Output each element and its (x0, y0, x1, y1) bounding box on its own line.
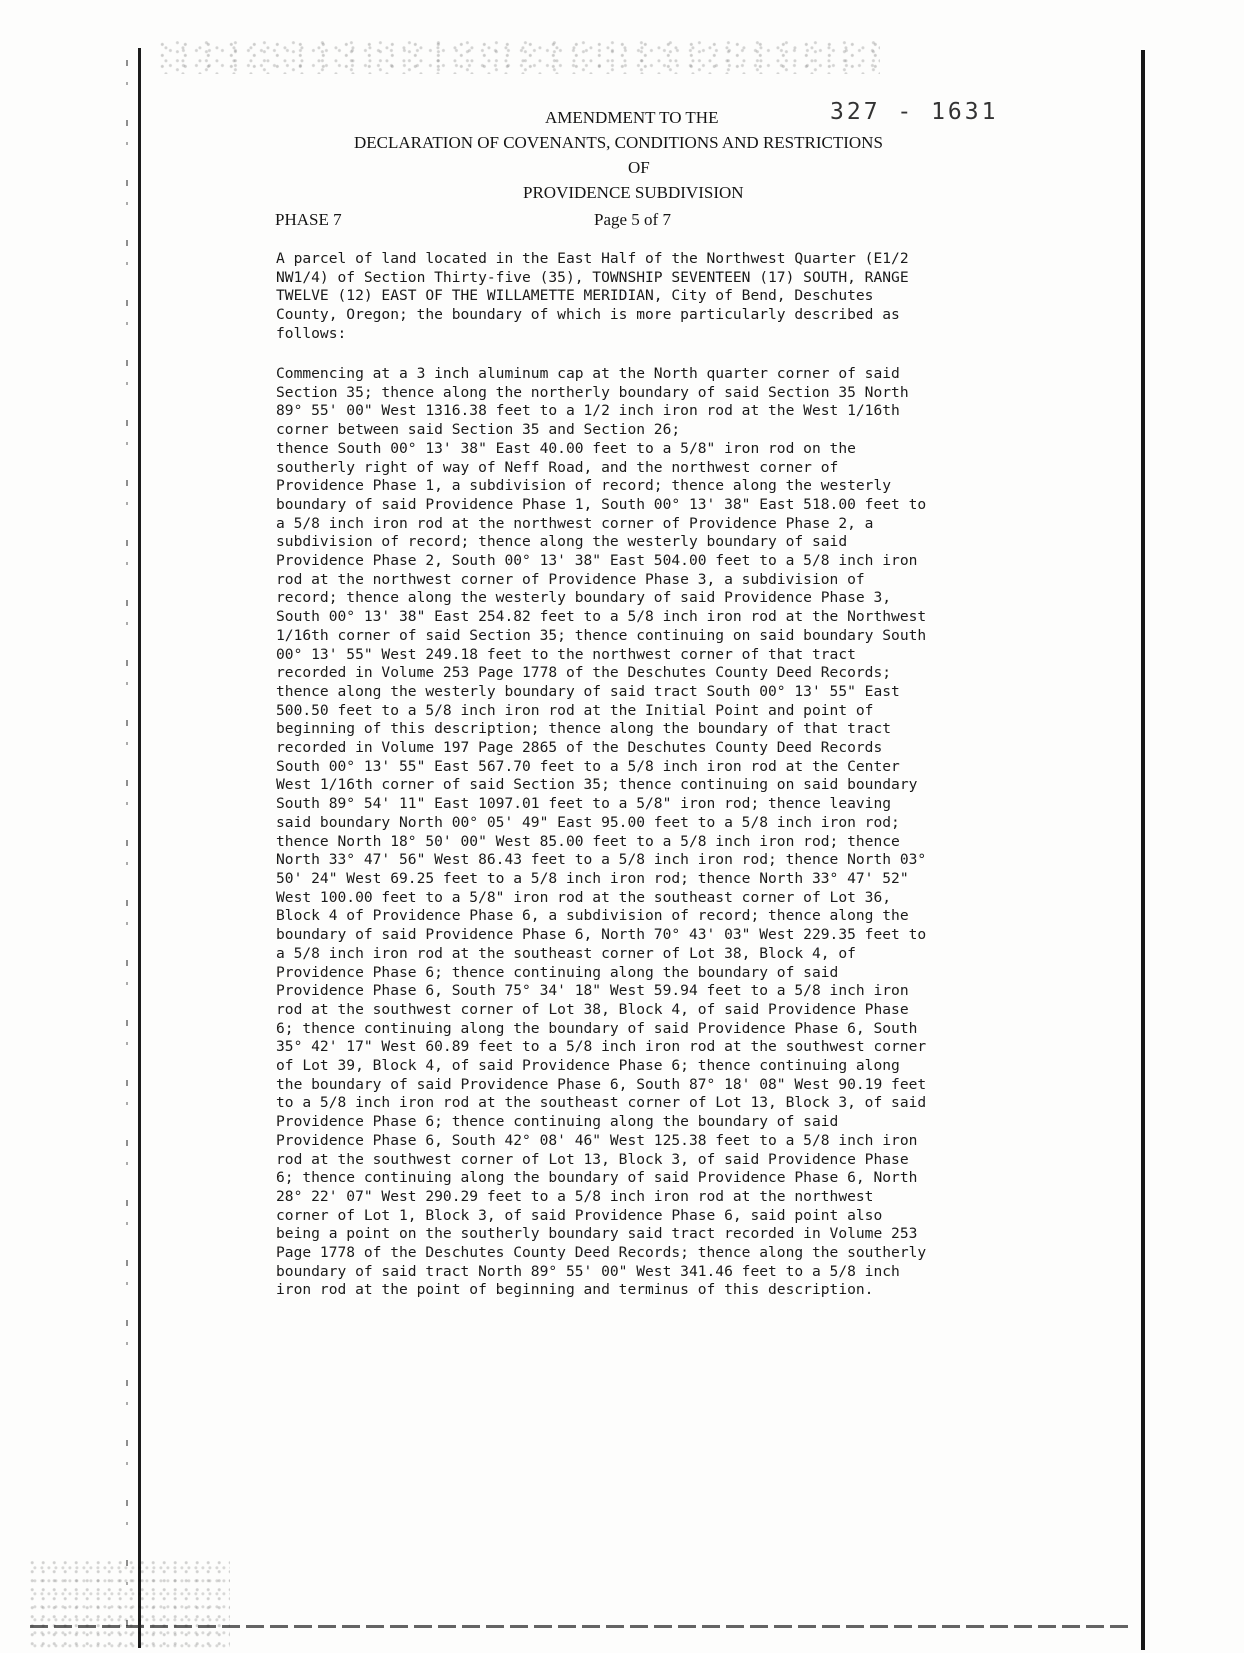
page-number: Page 5 of 7 (594, 210, 671, 229)
phase-label: PHASE 7 (275, 210, 342, 229)
document-title-line-3: OF (628, 158, 650, 177)
recording-number: 327 - 1631 (830, 99, 999, 125)
scan-bottom-rule (30, 1625, 1130, 1628)
scan-edge-specks (126, 60, 128, 1640)
scan-noise-bottom (30, 1560, 230, 1650)
scan-border-right (1141, 50, 1145, 1650)
boundary-description-paragraph: Commencing at a 3 inch aluminum cap at the North quarter corner of said Section 35; thence along the northerly boundary of said Section 35 North 89° 55' 00" West 1316.38 feet to a 1/2 inch iron rod at the West 1/16th corner between said Section 35 and Section 26; thence South 00° 13' 38" East 40.00 feet to a 5/8" iron rod on the southerly right of way of Neff Road, and the northwest corner of Providence Phase 1, a subdivision of record; thence along the westerly boundary of said Providence Phase 1, South 00° 13' 38" East 518.00 feet to a 5/8 inch iron rod at the northwest corner of Providence Phase 2, a subdivision of record; thence along the westerly boundary of said Providence Phase 2, South 00° 13' 38" East 504.00 feet to a 5/8 inch iron rod at the northwest corner of Providence Phase 3, a subdivision of record; thence along the westerly boundary of said Providence Phase 3, South 00° 13' 38" East 254.82 feet to a 5/8 inch iron rod at the Northwest 1/16th corner of said Section 35; thence continuing on said boundary South 00° 13' 55" West 249.18 feet to the northwest corner of that tract recorded in Volume 253 Page 1778 of the Deschutes County Deed Records; thence along the westerly boundary of said tract South 00° 13' 55" East 500.50 feet to a 5/8 inch iron rod at the Initial Point and point of beginning of this description; thence along the boundary of that tract recorded in Volume 197 Page 2865 of the Deschutes County Deed Records South 00° 13' 55" East 567.70 feet to a 5/8 inch iron rod at the Center West 1/16th corner of said Section 35; thence continuing on said boundary South 89° 54' 11" East 1097.01 feet to a 5/8" iron rod; thence leaving said boundary North 00° 05' 49" East 95.00 feet to a 5/8 inch iron rod; thence North 18° 50' 00" West 85.00 feet to a 5/8 inch iron rod; thence North 33° 47' 56" West 86.43 feet to a 5/8 inch iron rod; thence North 03° 50' 24" West 69.25 feet to a 5/8 inch iron rod; thence North 33° 47' 52" West 100.00 feet to a 5/8" iron rod at the southeast corner of Lot 36, Block 4 of Providence Phase 6, a subdivision of record; thence along the boundary of said Providence Phase 6, North 70° 43' 03" West 229.35 feet to a 5/8 inch iron rod at the southeast corner of Lot 38, Block 4, of Providence Phase 6; thence continuing along the boundary of said Providence Phase 6, South 75° 34' 18" West 59.94 feet to a 5/8 inch iron rod at the southwest corner of Lot 38, Block 4, of said Providence Phase 6; thence continuing along the boundary of said Providence Phase 6, South 35° 42' 17" West 60.89 feet to a 5/8 inch iron rod at the southwest corner of Lot 39, Block 4, of said Providence Phase 6; thence continuing along the boundary of said Providence Phase 6, South 87° 18' 08" West 90.19 feet to a 5/8 inch iron rod at the southeast corner of Lot 13, Block 3, of said Providence Phase 6; thence continuing along the boundary of said Providence Phase 6, South 42° 08' 46" West 125.38 feet to a 5/8 inch iron rod at the southwest corner of Lot 13, Block 3, of said Providence Phase 6; thence continuing along the boundary of said Providence Phase 6, North 28° 22' 07" West 290.29 feet to a 5/8 inch iron rod at the northwest corner of Lot 1, Block 3, of said Providence Phase 6, said point also being a point on the southerly boundary said tract recorded in Volume 253 Page 1778 of the Deschutes County Deed Records; thence along the southerly boundary of said tract North 89° 55' 00" West 341.46 feet to a 5/8 inch iron rod at the point of beginning and terminus of this description. (276, 365, 927, 1299)
scan-noise-top (160, 40, 880, 74)
scan-border-left (138, 48, 141, 1648)
document-title-line-4: PROVIDENCE SUBDIVISION (523, 183, 744, 202)
parcel-description-paragraph: A parcel of land located in the East Half of the Northwest Quarter (E1/2 NW1/4) of Section Thirty-five (35), TOWNSHIP SEVENTEEN (17) SOUTH, RANGE TWELVE (12) EAST OF THE WILLAMETTE MERIDIAN, City of Bend, Deschutes County, Oregon; the boundary of which is more particularly described as follows: (276, 250, 909, 342)
document-title-line-2: DECLARATION OF COVENANTS, CONDITIONS AND RESTRICTIONS (354, 133, 883, 152)
document-title-line-1: AMENDMENT TO THE (545, 108, 719, 127)
